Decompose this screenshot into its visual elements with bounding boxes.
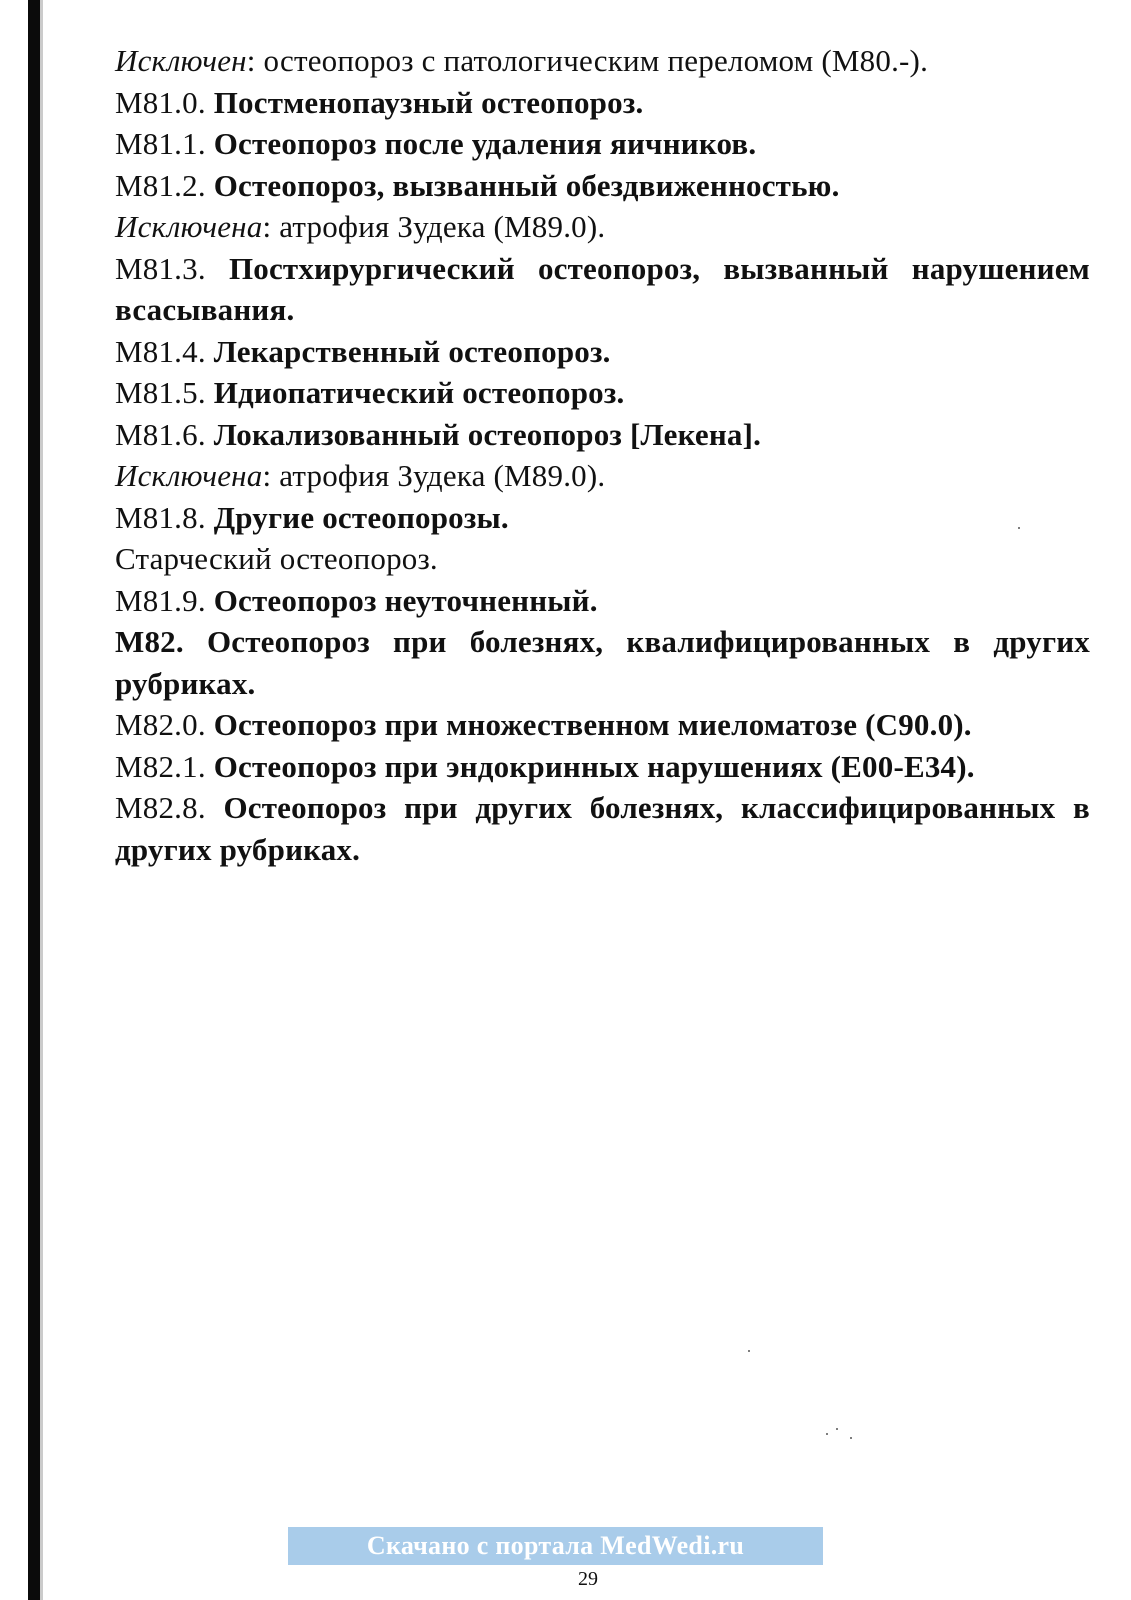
exclusion-note: [115, 455, 1090, 497]
entry-title: Остеопороз неуточненный.: [213, 582, 598, 618]
scan-edge: [28, 0, 40, 1600]
exclusion-label: Исключена: [115, 458, 263, 493]
entry-code: M82.8.: [115, 790, 206, 825]
code-entry: [115, 497, 1090, 539]
entry-code: M81.6.: [115, 416, 206, 452]
entry-code: M82.1.: [115, 748, 206, 784]
scan-speck: [826, 1433, 828, 1435]
exclusion-note: [115, 40, 1090, 82]
exclusion-label: Исключен: [115, 43, 247, 78]
code-entry: [115, 123, 1090, 165]
section-heading: [115, 621, 1090, 704]
exclusion-note: [115, 206, 1090, 248]
scan-speck: [836, 1428, 838, 1430]
heading-code: M82.: [115, 624, 184, 659]
code-entry: [115, 82, 1090, 124]
exclusion-label: Исключена: [115, 209, 263, 244]
entry-title: Лекарственный остеопороз.: [213, 333, 611, 369]
entry-code: M81.2.: [115, 167, 206, 203]
entry-code: M81.8.: [115, 499, 206, 535]
scan-speck: [1018, 527, 1020, 529]
entry-code: M81.1.: [115, 126, 206, 161]
entry-code: M82.0.: [115, 707, 206, 742]
entry-title: Остеопороз при множественном миеломатозе (C90.0).: [213, 707, 972, 742]
entry-title: Остеопороз после удаления яичников.: [213, 126, 757, 161]
entry-code: M81.0.: [115, 84, 206, 120]
entry-title: Идиопатический остеопороз.: [213, 375, 625, 410]
entry-code: M81.5.: [115, 375, 206, 410]
entry-title: Остеопороз, вызванный обездвиженностью.: [213, 167, 840, 203]
code-entry: [115, 746, 1090, 788]
scan-speck: [850, 1437, 852, 1439]
code-entry: [115, 414, 1090, 456]
entry-code: M81.9.: [115, 582, 206, 618]
entry-code: M81.3.: [115, 250, 206, 286]
document-body: [115, 40, 1090, 870]
page-number: 29: [578, 1568, 598, 1590]
entry-title: Остеопороз при других болезнях, классифицированных в других рубриках.: [115, 790, 1091, 867]
entry-title: Остеопороз при эндокринных нарушениях (E00-E34).: [213, 748, 975, 784]
exclusion-text: : атрофия Зудека (M89.0).: [262, 458, 606, 493]
code-entry: [115, 580, 1090, 622]
code-entry: [115, 704, 1090, 746]
download-banner: [288, 1527, 823, 1565]
entry-title: Постменопаузный остеопороз.: [213, 84, 644, 120]
code-entry: [115, 787, 1090, 870]
code-entry: [115, 372, 1090, 414]
exclusion-text: : атрофия Зудека (M89.0).: [262, 209, 606, 244]
scan-edge-shadow: [40, 0, 43, 1600]
code-entry: [115, 248, 1090, 331]
code-entry: [115, 165, 1090, 207]
entry-code: M81.4.: [115, 333, 206, 369]
entry-title: Локализованный остеопороз [Лекена].: [213, 416, 762, 452]
banner-text: Скачано с портала MedWedi.ru: [366, 1531, 745, 1560]
code-entry: [115, 331, 1090, 373]
plain-note: Старческий остеопороз.: [115, 541, 438, 576]
heading-title: Остеопороз при болезнях, квалифицированных в других рубриках.: [115, 624, 1090, 701]
entry-title: Другие остеопорозы.: [213, 499, 509, 535]
scan-speck: [748, 1350, 750, 1352]
entry-title: Постхирургический остеопороз, вызванный нарушением всасывания.: [115, 250, 1090, 327]
exclusion-text: : остеопороз с патологическим переломом (M80.-).: [246, 43, 929, 78]
